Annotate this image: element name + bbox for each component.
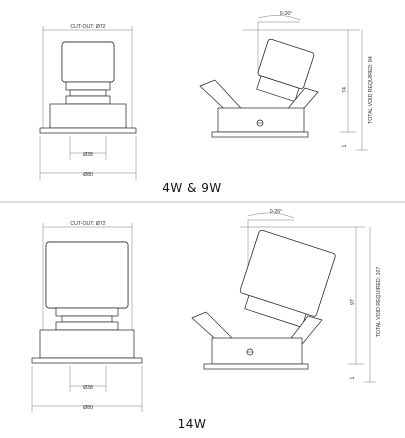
outer-diameter-label: Ø80 xyxy=(83,172,93,178)
side-view-small xyxy=(200,11,374,150)
outer-diameter-label: Ø80 xyxy=(83,405,93,411)
small-dimension-label: 1 xyxy=(342,144,348,148)
tilt-angle-label: 0-26° xyxy=(279,11,293,17)
void-label: TOTAL VOID REQUIRED: 84 xyxy=(368,56,374,124)
height-label: 74 xyxy=(342,87,348,93)
inner-diameter-label: Ø38 xyxy=(83,385,93,391)
side-view-large xyxy=(192,209,382,382)
height-label: 97 xyxy=(350,299,356,305)
cutout-label: CUT-OUT: Ø72 xyxy=(70,24,106,30)
section-4w-9w xyxy=(40,11,374,195)
section-caption: 14W xyxy=(177,417,207,431)
small-dimension-label: 1 xyxy=(350,376,356,380)
front-view-large xyxy=(32,221,142,412)
tilt-angle-label: 0-26° xyxy=(269,209,283,215)
void-label: TOTAL VOID REQUIRED: 107 xyxy=(376,266,382,338)
cutout-label: CUT-OUT: Ø72 xyxy=(70,221,106,227)
section-14w xyxy=(32,209,382,431)
inner-diameter-label: Ø38 xyxy=(83,152,93,158)
section-caption: 4W & 9W xyxy=(162,181,222,195)
front-view-small xyxy=(40,24,136,180)
